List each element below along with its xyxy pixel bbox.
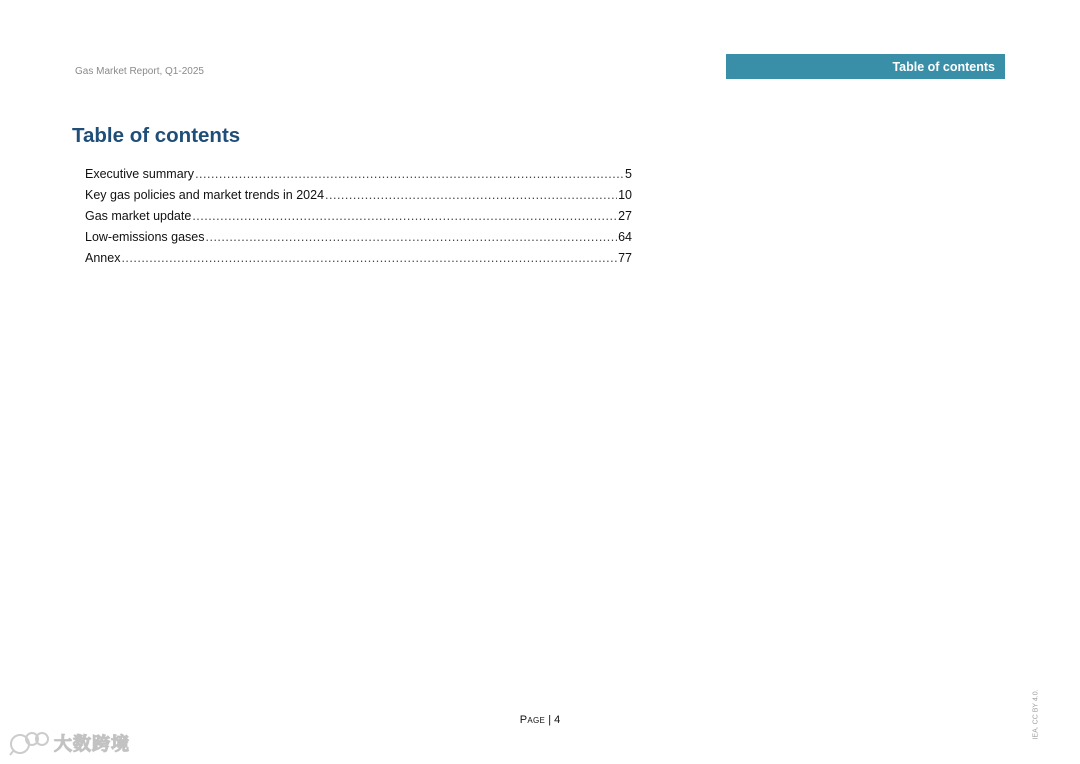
page-title: Table of contents (72, 124, 241, 147)
toc-entry-label: Executive summary (85, 167, 195, 181)
watermark-logo-icon (8, 730, 50, 756)
watermark-text: 大数跨境 (54, 734, 130, 755)
toc-dot-leader (195, 164, 624, 185)
toc-entry-page: 27 (618, 209, 632, 223)
license-text: IEA. CC BY 4.0. (1032, 688, 1040, 740)
toc-dot-leader (325, 185, 617, 206)
table-of-contents (85, 164, 632, 269)
toc-entry[interactable] (85, 206, 632, 227)
toc-entry[interactable] (85, 164, 632, 185)
toc-entry-label: Key gas policies and market trends in 2024 (85, 188, 325, 202)
section-tab (726, 54, 1005, 79)
page-separator: | (545, 714, 555, 726)
toc-entry-label: Gas market update (85, 209, 192, 223)
toc-entry-page: 77 (618, 251, 632, 265)
page-footer (0, 714, 1080, 726)
toc-dot-leader (121, 248, 617, 269)
toc-entry-label: Annex (85, 251, 121, 265)
toc-dot-leader (206, 227, 618, 248)
page-number: 4 (554, 714, 561, 726)
toc-entry[interactable] (85, 227, 632, 248)
toc-entry-page: 10 (618, 188, 632, 202)
toc-dot-leader (192, 206, 617, 227)
running-header-title: Gas Market Report, Q1-2025 (75, 66, 204, 77)
page-label: Page (519, 714, 546, 726)
section-tab-label: Table of contents (892, 59, 995, 74)
license-note (1030, 686, 1042, 742)
toc-entry[interactable] (85, 248, 632, 269)
watermark (8, 730, 130, 756)
toc-entry[interactable] (85, 185, 632, 206)
toc-entry-page: 5 (625, 167, 632, 181)
toc-entry-page: 64 (618, 230, 632, 244)
toc-entry-label: Low-emissions gases (85, 230, 205, 244)
